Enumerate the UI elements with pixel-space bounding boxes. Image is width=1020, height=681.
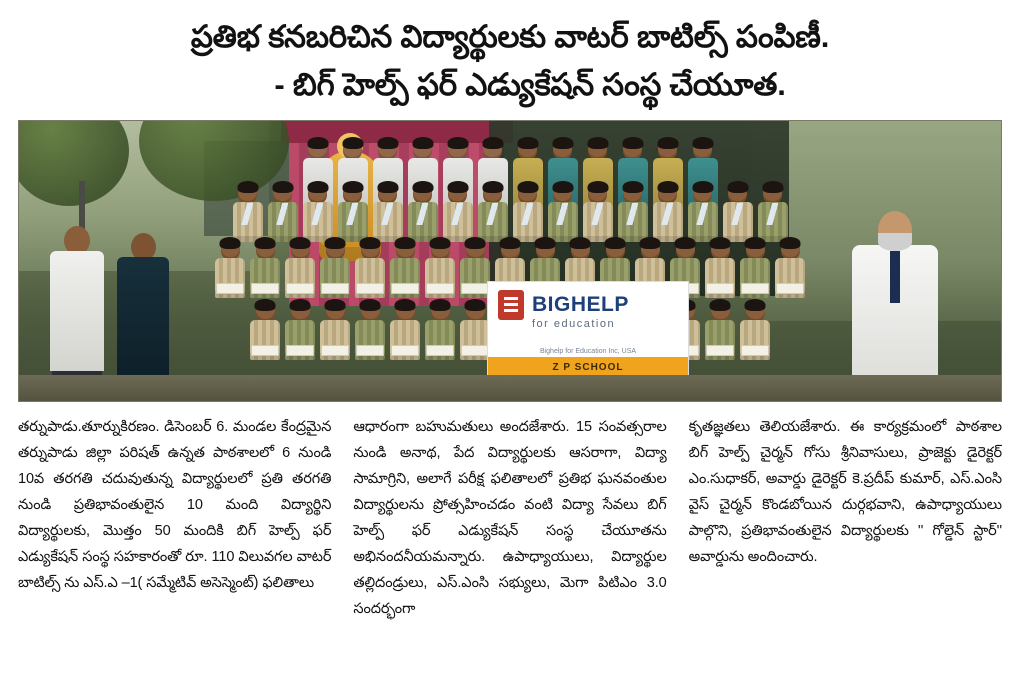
person xyxy=(249,301,281,360)
person xyxy=(424,301,456,360)
article-body xyxy=(18,414,1002,622)
person xyxy=(337,183,369,242)
person xyxy=(354,301,386,360)
person xyxy=(284,239,316,298)
person xyxy=(687,183,719,242)
person xyxy=(407,183,439,242)
article-column-2: ఆధారంగా బహుమతులు అందజేశారు. 15 సంవత్సరాల నుండి అనాథ, పేద విద్యార్థులకు ఆసరాగా, విద్యా సామాగ్రిని, అలాగే పరీక్ష ఫలితాలలో ప్రతిభ ఘనవంతుల విద్యార్థులను ప్రోత్సహించడం వంటి విద్యా సేవలు బిగ్ హెల్ప్ ఫర్ ఎడ్యుకేషన్ సంస్థ చేయూతను అభినందనీయమన్నారు. ఉపాధ్యాయులు, విద్యార్థుల తల్లిదండ్రులు, ఎస్.ఎంసి సభ్యులు, మెగా పిటిఎం 3.0 సందర్భంగా xyxy=(353,419,667,617)
person xyxy=(722,183,754,242)
headline-line-1: ప్రతిభ కనబరిచిన విద్యార్థులకు వాటర్ బాటిల్స్ పంపిణీ. xyxy=(190,19,830,54)
person xyxy=(704,239,736,298)
person xyxy=(582,183,614,242)
bighelp-logo-board xyxy=(487,281,689,378)
article-column-3: కృతజ్ఞతలు తెలియజేశారు. ఈ కార్యక్రమంలో పాఠశాల బిగ్ హెల్ప్ చైర్మన్ గోసు శ్రీనివాసులు, ప్రాజెక్టు డైరెక్టర్ ఎం.సుధాకర్, అవార్డు డైరెక్టర్ కె.ప్రదీప్ కుమార్, ఎస్.ఎంసి వైస్ చైర్మన్ కొండబోయిన దుర్గభవాని, ఉపాధ్యాయులు పాల్గొని, ప్రతిభావంతులైన విద్యార్థులకు '' గోల్డెన్ స్టార్'' అవార్డును అందించారు. xyxy=(688,419,1002,565)
person xyxy=(652,183,684,242)
person xyxy=(389,239,421,298)
school-band: Z P SCHOOL xyxy=(488,357,688,377)
person xyxy=(319,239,351,298)
person xyxy=(477,183,509,242)
person xyxy=(249,239,281,298)
person xyxy=(757,183,789,242)
person xyxy=(372,183,404,242)
person xyxy=(389,301,421,360)
person xyxy=(442,183,474,242)
ground xyxy=(19,375,1001,401)
person xyxy=(214,239,246,298)
person xyxy=(739,239,771,298)
person xyxy=(547,183,579,242)
person xyxy=(267,183,299,242)
person xyxy=(774,239,806,298)
person xyxy=(232,183,264,242)
headline-line-2: - బిగ్ హెల్ప్ ఫర్ ఎడ్యుకేషన్ సంస్థ చేయూత. xyxy=(274,67,786,102)
headline xyxy=(18,0,1002,106)
person xyxy=(739,301,771,360)
person xyxy=(319,301,351,360)
person xyxy=(617,183,649,242)
article-column-1: తర్నుపాడు.తూర్నుకిరణం. డిసెంబర్ 6. మండల కేంద్రమైన తర్నుపాడు జిల్లా పరిషత్ ఉన్నత పాఠశాలలో 6 నుండి 10వ తరగతి చదువుతున్న విద్యార్థులలో ప్రతి తరగతి నుండి ప్రతిభావంతులైన 10 మంది విద్యార్థిని విద్యార్థులకు, మొత్తం 50 మందికి బిగ్ హెల్ప్ ఫర్ ఎడ్యుకేషన్ సంస్థ సహకారంతో రూ. 110 విలువగల వాటర్ బాటిల్స్ ను ఎస్.ఎ –1( సమ్మేటివ్ అసెస్మెంట్) ఫలితాలు xyxy=(18,419,332,591)
brand-micro-text: Bighelp for Education Inc, USA xyxy=(539,348,637,355)
person xyxy=(424,239,456,298)
person xyxy=(284,301,316,360)
person xyxy=(302,183,334,242)
person xyxy=(354,239,386,298)
brand-tagline: for education xyxy=(532,318,616,330)
person xyxy=(512,183,544,242)
brand-name: BIGHELP xyxy=(532,293,629,316)
news-photo xyxy=(18,120,1002,402)
book-icon xyxy=(498,290,524,320)
person xyxy=(704,301,736,360)
person-foreground-right xyxy=(849,211,941,401)
